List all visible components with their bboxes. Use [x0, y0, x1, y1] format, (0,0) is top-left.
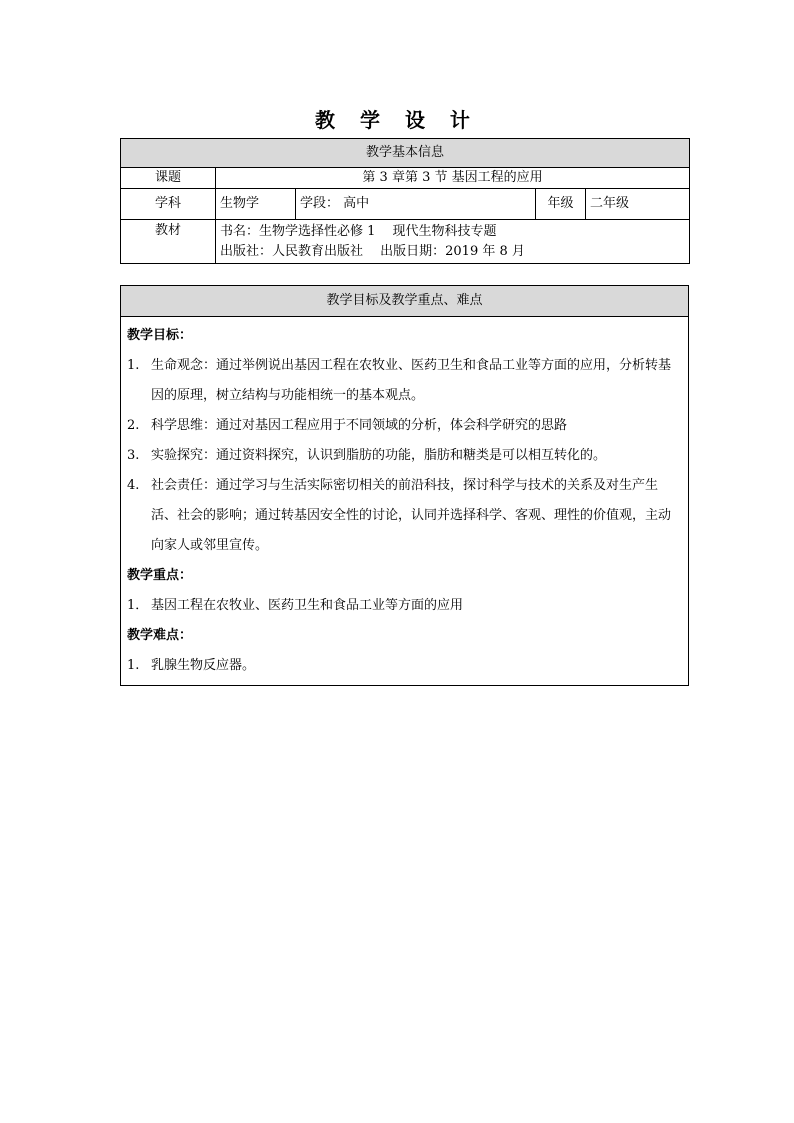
stage-label: 学段： — [300, 196, 340, 211]
stage-cell — [296, 189, 536, 220]
publisher-line: 出版社：人民教育出版社 出版日期：2019 年 8 月 — [220, 243, 525, 259]
goal-num: 4. — [127, 478, 140, 493]
subject-label: 学科 — [121, 189, 216, 220]
difficult-point-item — [127, 651, 682, 681]
difficult-point-text: 乳腺生物反应器。 — [151, 658, 256, 673]
grade-value: 二年级 — [586, 189, 690, 220]
difficult-points-title: 教学难点： — [127, 628, 193, 643]
goal-num: 2. — [127, 418, 140, 433]
difficult-point-num: 1. — [127, 658, 140, 673]
goal-num: 3. — [127, 448, 140, 463]
grade-label: 年级 — [536, 189, 586, 220]
page-title: 教 学 设 计 — [315, 108, 479, 132]
objectives-body — [121, 317, 689, 686]
goal-item — [127, 351, 682, 411]
objectives-header: 教学目标及教学重点、难点 — [121, 286, 689, 317]
goal-num: 1. — [127, 358, 140, 373]
stage-value: 高中 — [343, 196, 370, 211]
book-line: 书名：生物学选择性必修 1 现代生物科技专题 — [220, 223, 497, 239]
goal-text: 生命观念：通过举例说出基因工程在农牧业、医药卫生和食品工业等方面的应用，分析转基因的原理，树立结构与功能相统一的基本观点。 — [151, 358, 672, 403]
goal-text: 社会责任：通过学习与生活实际密切相关的前沿科技，探讨科学与技术的关系及对生产生活、社会的影响；通过转基因安全性的讨论，认同并选择科学、客观、理性的价值观，主动向家人或邻里宣传。 — [151, 478, 672, 553]
topic-label: 课题 — [121, 168, 216, 189]
basic-info-table — [120, 138, 690, 264]
topic-value: 第 3 章第 3 节 基因工程的应用 — [216, 168, 690, 189]
key-point-text: 基因工程在农牧业、医药卫生和食品工业等方面的应用 — [151, 598, 464, 613]
key-point-item — [127, 591, 682, 621]
objectives-table — [120, 285, 689, 686]
goal-item — [127, 441, 682, 471]
goals-title: 教学目标： — [127, 328, 193, 343]
key-point-num: 1． — [127, 598, 149, 613]
textbook-label: 教材 — [121, 220, 216, 264]
subject-value: 生物学 — [216, 189, 296, 220]
goal-text: 科学思维：通过对基因工程应用于不同领域的分析，体会科学研究的思路 — [151, 418, 568, 433]
textbook-cell — [216, 220, 690, 264]
goal-item — [127, 471, 682, 561]
goal-item — [127, 411, 682, 441]
goal-text: 实验探究：通过资料探究，认识到脂肪的功能，脂肪和糖类是可以相互转化的。 — [151, 448, 607, 463]
key-points-title: 教学重点： — [127, 568, 193, 583]
basic-info-header: 教学基本信息 — [121, 139, 690, 168]
